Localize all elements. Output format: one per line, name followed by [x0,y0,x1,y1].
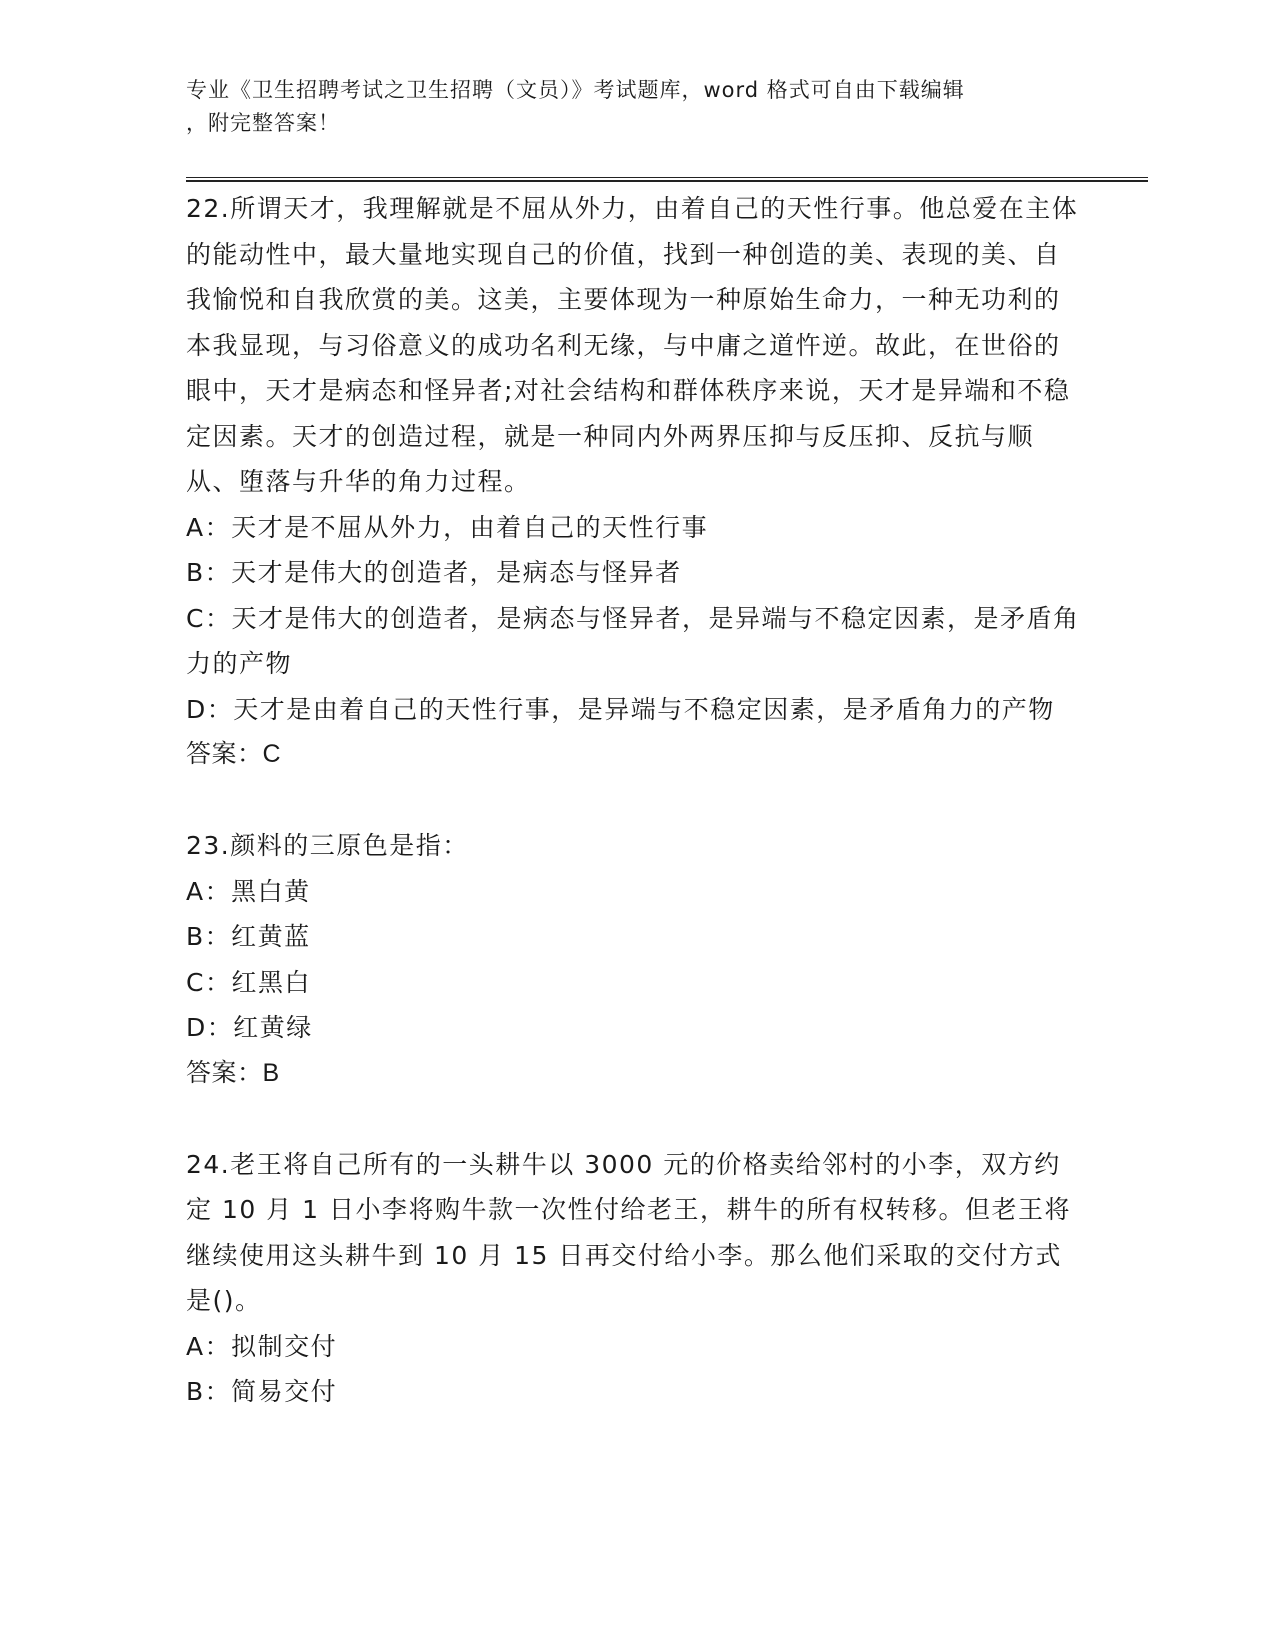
header-line-2: ，附完整答案！ [186,111,340,135]
question-23 [186,823,1086,1096]
question-22 [186,186,1086,778]
question-stem: 22.所谓天才，我理解就是不屈从外力，由着自己的天性行事。他总爱在主体的能动性中，最大量地实现自己的价值，找到一种创造的美、表现的美、自我愉悦和自我欣赏的美。这美，主要体现为一种原始生命力，一种无功利的本我显现，与习俗意义的成功名利无缘，与中庸之道忤逆。故此，在世俗的眼中，天才是病态和怪异者;对社会结构和群体秩序来说，天才是异端和不稳定因素。天才的创造过程，就是一种同内外两界压抑与反压抑、反抗与顺从、堕落与升华的角力过程。 [186,194,1079,496]
option-b: B：天才是伟大的创造者，是病态与怪异者 [186,558,682,587]
question-stem: 24.老王将自己所有的一头耕牛以 3000 元的价格卖给邻村的小李，双方约定 10 月 1 日小李将购牛款一次性付给老王，耕牛的所有权转移。但老王将继续使用这头耕牛到 10 月 15 日再交付给小李。那么他们采取的交付方式是()。 [186,1149,1072,1315]
header-line-1: 专业《卫生招聘考试之卫生招聘（文员）》考试题库，word 格式可自由下载编辑 [186,78,965,102]
option-c: C：天才是伟大的创造者，是病态与怪异者，是异端与不稳定因素，是矛盾角力的产物 [186,603,1080,678]
option-d: D：天才是由着自己的天性行事，是异端与不稳定因素，是矛盾角力的产物 [186,694,1055,724]
option-a: A：拟制交付 [186,1331,338,1361]
option-b: B：红黄蓝 [186,922,311,951]
answer-label: 答案：B [186,1058,280,1087]
question-list [186,186,1086,1460]
option-b: B：简易交付 [186,1377,338,1406]
question-24 [186,1142,1086,1415]
option-d: D：红黄绿 [186,1013,313,1042]
answer-label: 答案：C [186,740,282,768]
page-header [186,74,1086,140]
option-a: A：天才是不屈从外力，由着自己的天性行事 [186,512,709,542]
option-a: A：黑白黄 [186,876,311,906]
header-divider [186,177,1148,182]
question-stem: 23.颜料的三原色是指： [186,831,469,860]
option-c: C：红黑白 [186,967,311,997]
